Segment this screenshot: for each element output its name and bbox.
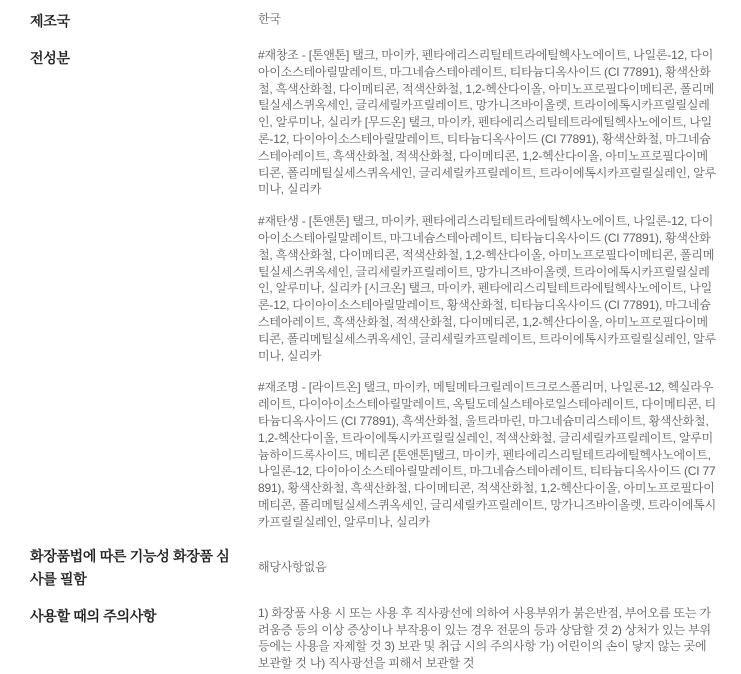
country-label: 제조국 xyxy=(30,13,70,29)
functional-review-value: 해당사항없음 xyxy=(258,559,327,574)
info-row-precautions xyxy=(30,605,717,672)
info-row-country xyxy=(30,10,717,33)
precautions-label: 사용할 때의 주의사항 xyxy=(30,607,157,624)
ingredients-paragraph-jaetansaeng: #재탄생 - [톤앤톤] 탤크, 마이카, 펜타에리스리틸테트라에틸헥사노에이트, 나일론-12, 다이아이소스테아릴말레이트, 마그네슘스테아레이트, 티타늄디옥사이드 (CI 77891), 황색산화철, 흑색산화철, 다이메티콘, 적색산화철, 1,2-헥산다이올, 아미노프로필다이메티콘, 폴리메틸실세스퀴옥세인, 글리세릴카프릴레이트, 망가니즈바이올렛, 트라이에톡시카프릴릴실레인, 알루미나, 실리카 [시크온] 탤크, 마이카, 펜타에리스리틸테트라에틸헥사노에이트, 나일론-12, 다이아이소스테아릴말레이트, 황색산화철, 티타늄디옥사이드 (CI 77891), 마그네슘스테아레이트, 흑색산화철, 적색산화철, 다이메티콘, 1,2-헥산다이올, 아미노프로필다이메티콘, 폴리메틸실세스퀴옥세인, 글리세릴카프릴레이트, 트라이에톡시카프릴릴실레인, 알루미나, 실리카 xyxy=(258,214,716,363)
ingredients-paragraph-jaechangjo: #재창조 - [톤앤톤] 탤크, 마이카, 펜타에리스리틸테트라에틸헥사노에이트, 나일론-12, 다이아이소스테아릴말레이트, 마그네슘스테아레이트, 티타늄디옥사이드 (CI 77891), 황색산화철, 흑색산화철, 다이메티콘, 적색산화철, 1,2-헥산다이올, 아미노프로필다이메티콘, 폴리메틸실세스퀴옥세인, 글리세릴카프릴레이트, 망가니즈바이올렛, 트라이에톡시카프릴릴실레인, 알루미나, 실리카 [무드온] 탤크, 마이카, 펜타에리스리틸테트라에틸헥사노에이트, 나일론-12, 다이아이소스테아릴말레이트, 티타늄디옥사이드 (CI 77891), 황색산화철, 마그네슘스테아레이트, 흑색산화철, 적색산화철, 다이메티콘, 1,2-헥산다이올, 아미노프로필다이메티콘, 폴리메틸실세스퀴옥세인, 글리세릴카프릴레이트, 트라이에톡시카프릴릴실레인, 알루미나, 실리카 xyxy=(258,48,716,197)
ingredients-value xyxy=(258,47,717,531)
ingredients-paragraph-jaejomyeong: #재조명 - [라이트온] 탤크, 마이카, 메틸메타크릴레이트크로스폴리머, 나일론-12, 헥실라우레이트, 다이아이소스테아릴말레이트, 옥틸도데실스테아로일스테아레이트, 다이메티콘, 티타늄디옥사이드 (CI 77891), 흑색산화철, 울트라마린, 마그네슘미리스테이트, 황색산화철, 1,2-헥산다이올, 트라이에톡시카프릴릴실레인, 적색산화철, 글리세릴카프릴레이트, 알루미늄하이드록사이드, 메티콘 [톤앤톤]탤크, 마이카, 펜타에리스리틸테트라에틸헥사노에이트, 나일론-12, 다이아이소스테아릴말레이트, 마그네슘스테아레이트, 티타늄디옥사이드 (CI 77891), 황색산화철, 흑색산화철, 다이메티콘, 적색산화철, 1,2-헥산다이올, 아미노프로필다이메티콘, 폴리메틸실세스퀴옥세인, 글리세릴카프릴레이트, 망가니즈바이올렛, 트라이에톡시카프릴릴실레인, 알루미나, 실리카 xyxy=(258,380,716,529)
info-row-functional-review xyxy=(30,545,717,591)
country-value: 한국 xyxy=(258,12,281,26)
info-row-ingredients xyxy=(30,47,717,531)
functional-review-label: 화장품법에 따른 기능성 화장품 심사를 필함 xyxy=(30,547,230,587)
precautions-value: 1) 화장품 사용 시 또는 사용 후 직사광선에 의하여 사용부위가 붉은반점, 부어오름 또는 가려움증 등의 이상 증상이나 부작용이 있는 경우 전문의 등과 상담할 것 2) 상처가 있는 부위 등에는 사용을 자제할 것 3) 보관 및 취급 시의 주의사항 가) 어린이의 손이 닿지 않는 곳에 보관할 것 나) 직사광선을 피해서 보관할 것 xyxy=(258,605,711,671)
ingredients-label: 전성분 xyxy=(30,50,70,67)
